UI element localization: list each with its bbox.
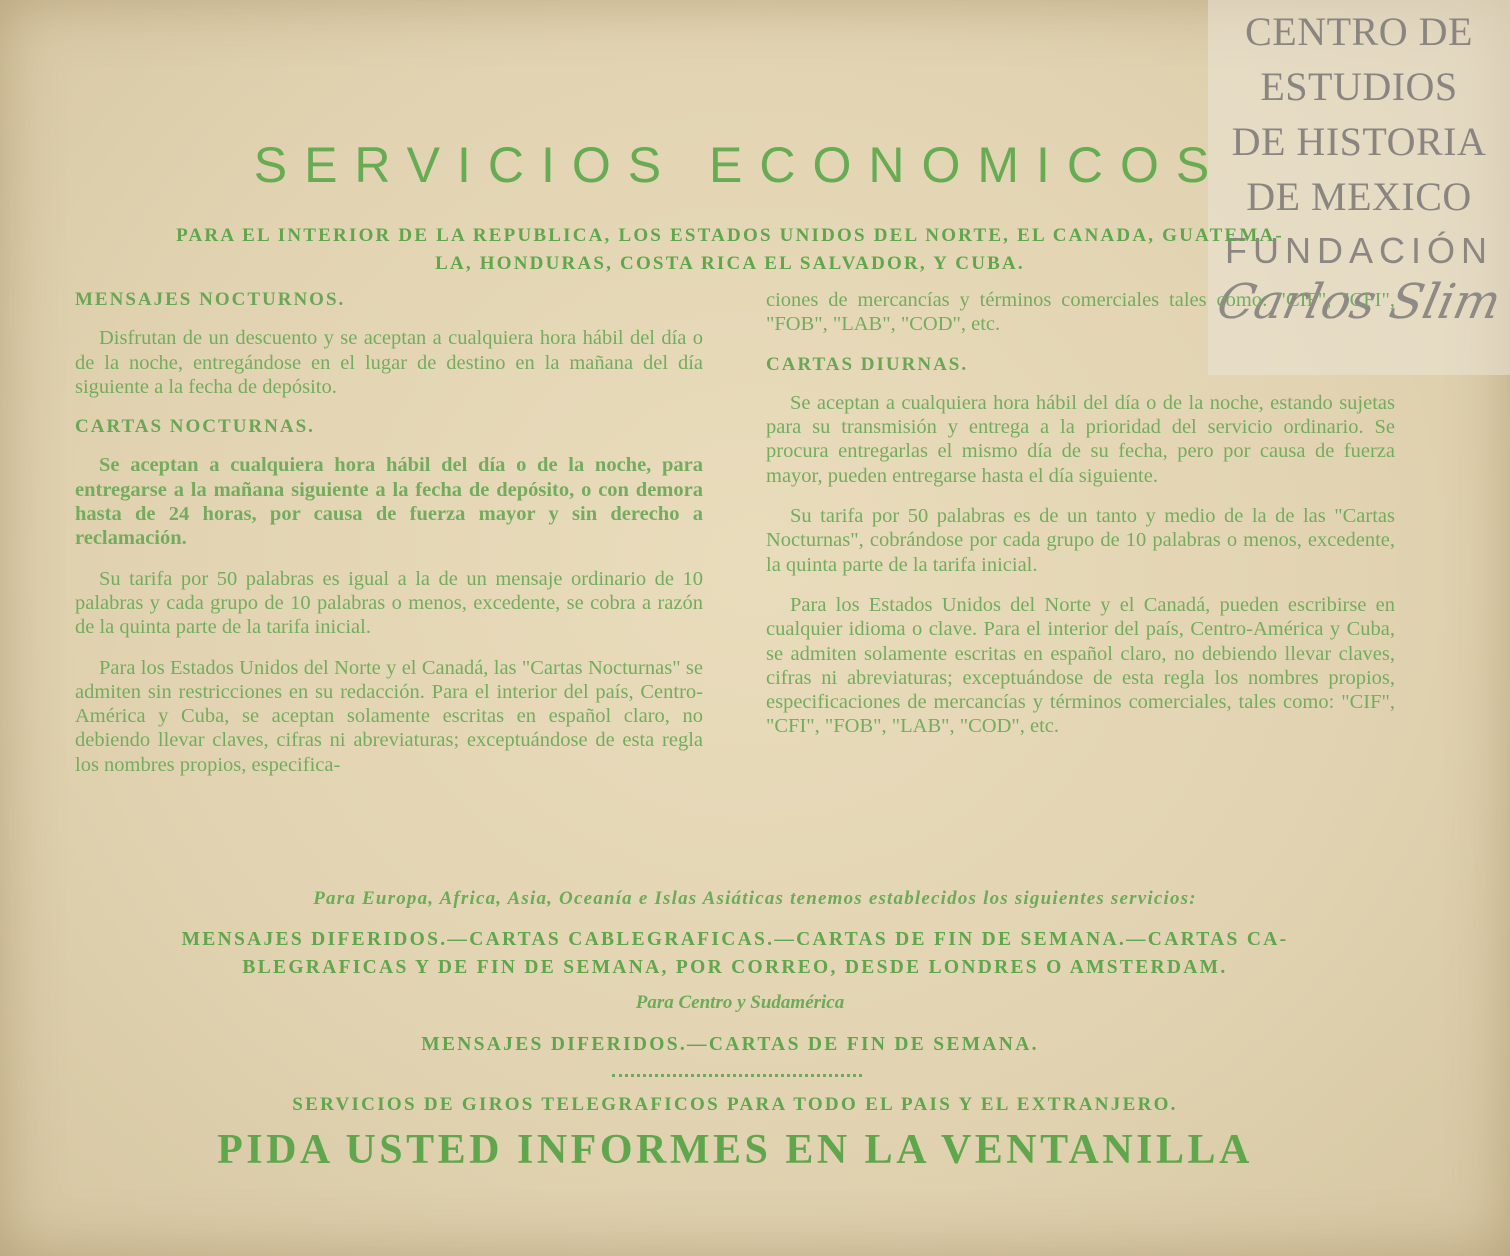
centro-sudamerica-line: Para Centro y Sudamérica: [635, 992, 845, 1013]
paragraph-cartas-diurnas: Se aceptan a cualquiera hora hábil del día o de la noche, estando sujetas para su transmisión y entrega a la prioridad del servicio ordinario. Se procura entregarlas el mismo día de su fecha, pero por causa de fuerza mayor, pueden entregarse hasta el día siguiente.: [766, 391, 1395, 487]
watermark-line: DE MEXICO: [1246, 174, 1472, 219]
centro-services: MENSAJES DIFERIDOS.—CARTAS DE FIN DE SEMANA.: [421, 1034, 1039, 1055]
paragraph-cartas-nocturnas: Se aceptan a cualquiera hora hábil del día o de la noche, para entregarse a la mañana siguiente a la fecha de depósito, o con demora hasta de 24 horas, por causa de fuerza mayor y sin derecho a reclamación.: [75, 454, 703, 550]
heading-cartas-diurnas: CARTAS DIURNAS.: [766, 353, 969, 375]
paragraph-cartas-nocturnas-restricciones: Para los Estados Unidos del Norte y el Canadá, las "Cartas Nocturnas" se admiten sin restricciones en su redacción. Para el interior del país, Centro-América y Cuba, se aceptan solamente escritas en español claro, no debiendo llevar claves, cifras ni abreviaturas; exceptuándose de esta regla los nombres propios, especifica-: [75, 656, 703, 776]
dotted-divider: [612, 1074, 862, 1077]
left-column: [75, 288, 703, 793]
paragraph-mensajes-nocturnos: Disfrutan de un descuento y se aceptan a cualquiera hora hábil del día o de la noche, entregándose en el lugar de destino en la mañana del día siguiente a la fecha de depósito.: [75, 327, 703, 398]
watermark-line: DE HISTORIA: [1231, 119, 1487, 164]
heading-mensajes-nocturnos: MENSAJES NOCTURNOS.: [75, 289, 346, 310]
europe-services: [70, 926, 1400, 982]
europe-services-line: BLEGRAFICAS Y DE FIN DE SEMANA, POR CORREO, DESDE LONDRES O AMSTERDAM.: [242, 957, 1228, 978]
watermark-line: ESTUDIOS: [1260, 64, 1458, 109]
watermark-fundacion: FUNDACIÓN: [1225, 230, 1493, 271]
paragraph-cartas-diurnas-tarifa: Su tarifa por 50 palabras es de un tanto y medio de la de las "Cartas Nocturnas", cobrándose por cada grupo de 10 palabras o menos, excedente, la quinta parte de la tarifa inicial.: [766, 505, 1395, 576]
document-subtitle: [70, 222, 1390, 278]
ventanilla-banner: PIDA USTED INFORMES EN LA VENTANILLA: [217, 1127, 1253, 1173]
document-title: SERVICIOS ECONOMICOS: [253, 137, 1227, 193]
paragraph-continuation: ciones de mercancías y términos comerciales tales como: "CIF", "CFI", "FOB", "LAB", "COD", etc.: [766, 289, 1395, 336]
subtitle-line: PARA EL INTERIOR DE LA REPUBLICA, LOS ESTADOS UNIDOS DEL NORTE, EL CANADA, GUATEMA-: [176, 225, 1284, 246]
subtitle-line: LA, HONDURAS, COSTA RICA EL SALVADOR, Y CUBA.: [435, 253, 1025, 274]
paragraph-cartas-nocturnas-tarifa: Su tarifa por 50 palabras es igual a la de un mensaje ordinario de 10 palabras y cada grupo de 10 palabras o menos, excedente, se cobra a razón de la quinta parte de la tarifa inicial.: [75, 567, 703, 639]
watermark-line: CENTRO DE: [1245, 9, 1473, 54]
watermark-signature: Carlos Slim: [1212, 274, 1506, 330]
giros-telegraficos-line: SERVICIOS DE GIROS TELEGRAFICOS PARA TODO EL PAIS Y EL EXTRANJERO.: [292, 1094, 1178, 1115]
paragraph-cartas-diurnas-idioma: Para los Estados Unidos del Norte y el Canadá, pueden escribirse en cualquier idioma o clave. Para el interior del país, Centro-América y Cuba, se admiten solamente escritas en español claro, no debiendo llevar claves, cifras ni abreviaturas; exceptuándose de esta regla los nombres propios, especificaciones de mercancías y términos comerciales, tales como: "CIF", "CFI", "FOB", "LAB", "COD", etc.: [766, 593, 1395, 738]
europe-intro-line: Para Europa, Africa, Asia, Oceanía e Islas Asiáticas tenemos establecidos los siguientes servicios:: [313, 888, 1197, 909]
heading-cartas-nocturnas: CARTAS NOCTURNAS.: [75, 416, 315, 438]
europe-services-line: MENSAJES DIFERIDOS.—CARTAS CABLEGRAFICAS.—CARTAS DE FIN DE SEMANA.—CARTAS CA-: [181, 929, 1289, 950]
right-column: [766, 288, 1395, 755]
